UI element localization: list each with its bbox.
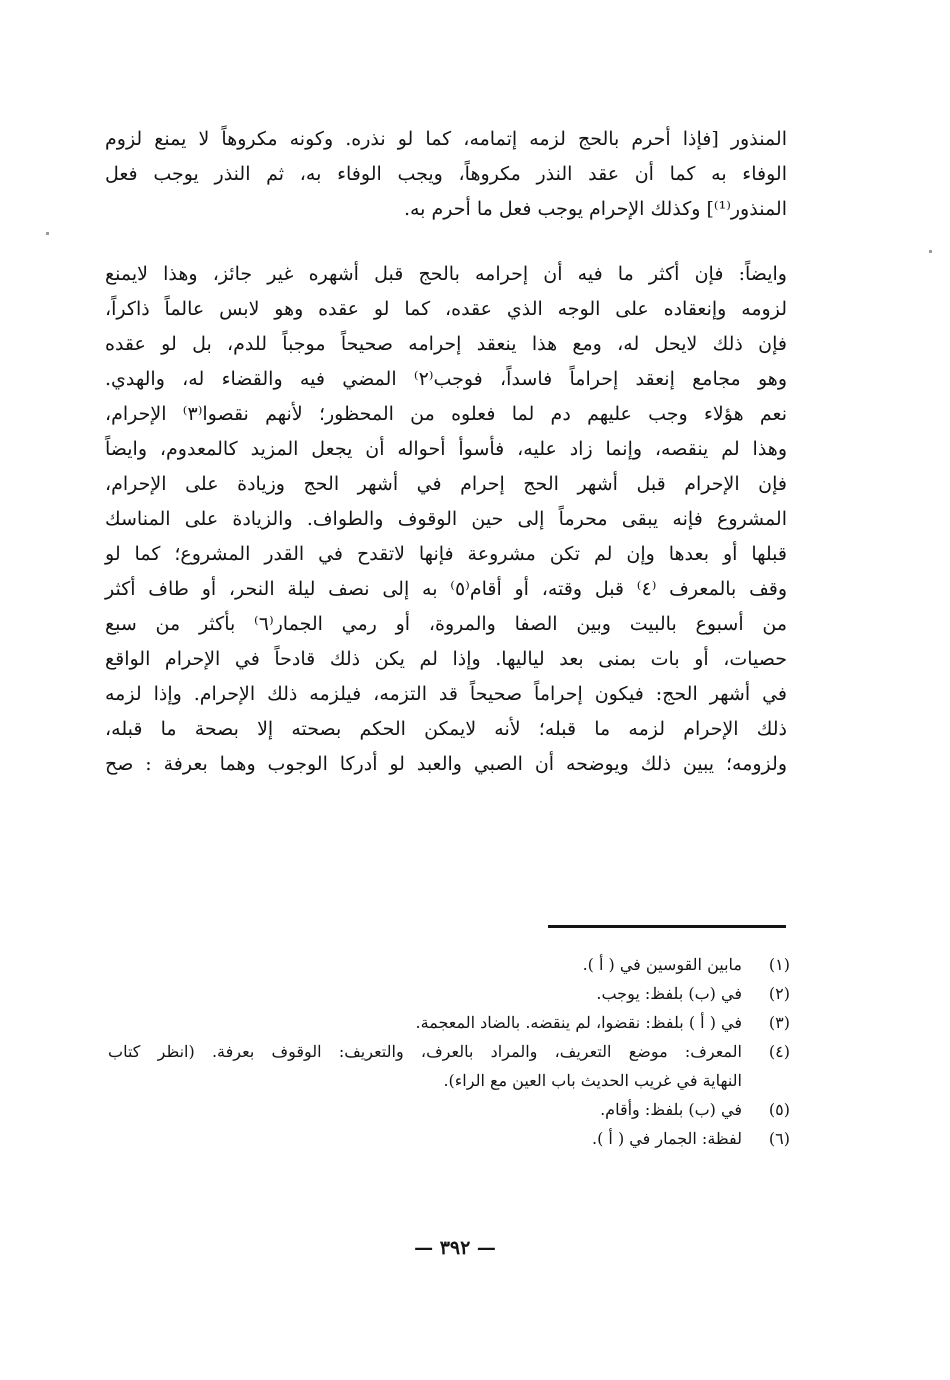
footnote-text [108,1095,742,1124]
main-text [105,122,787,782]
footnote-text [108,1008,742,1037]
footnote-number: (٦) [768,1129,790,1148]
footnote-line: المعرف: موضع التعريف، والمراد بالعرف، والتعريف: الوقوف بعرفة. (انظر كتاب [108,1042,742,1061]
page-number: — ٣٩٢ — [414,1237,496,1259]
footnote-line: النهاية في غريب الحديث باب العين مع الراء). [443,1071,742,1090]
footnote-2 [108,979,790,1008]
footnote-line: في ( أ ) بلفظ: نقضوا، لم ينقضه. بالضاد المعجمة. [415,1013,742,1032]
footnote-1 [108,950,790,979]
footnotes [108,950,790,1153]
text-line: حصيات، أو بات بمنى بعد لياليها. وإذا لم يكن ذلك قادحاً في الإحرام الواقع [105,648,787,670]
footnote-line: في (ب) بلفظ: وأقام. [600,1100,742,1119]
footnote-number: (٥) [768,1100,790,1119]
text-line: المشروع فإنه يبقى محرماً إلى حين الوقوف والطواف. والزيادة على المناسك [105,508,787,530]
text-line: المنذور [فإذا أحرم بالحج لزمه إتمامه، كما لو نذره. وكونه مكروهاً لا يمنع لزوم [105,128,787,150]
text-line: فإن الإحرام قبل أشهر الحج إحرام في أشهر الحج وزيادة على الإحرام، [105,473,787,495]
footnote-5 [108,1095,790,1124]
footnote-3 [108,1008,790,1037]
text-line: ولزومه؛ يبين ذلك ويوضحه أن الصبي والعبد لو أدركا الوجوب وهما بعرفة : صح [105,753,787,775]
text-line: في أشهر الحج: فيكون إحراماً صحيحاً قد التزمه، فيلزمه ذلك الإحرام. وإذا لزمه [105,683,787,705]
text-line: من أسبوع بالبيت وبين الصفا والمروة، أو رمي الجمار⁽٦⁾ بأكثر من سبع [105,613,788,635]
footnote-text [108,1124,742,1153]
text-line: نعم هؤلاء وجب عليهم دم لما فعلوه من المحظور؛ لأنهم نقصوا⁽٣⁾ الإحرام، [105,403,787,425]
text-line: المنذور⁽¹⁾] وكذلك الإحرام يوجب فعل ما أحرم به. [403,198,787,220]
text-line: فإن ذلك لايحل له، ومع هذا ينعقد إحرامه صحيحاً موجباً للدم، بل لو عقده [105,333,787,355]
footnote-text [108,950,742,979]
scan-speck [929,250,932,253]
paragraph-2 [105,257,787,782]
footnote-text [108,1037,742,1095]
text-line: لزومه وإنعقاده على الوجه الذي عقده، كما لو عقده وهو لابس عالماً ذاكراً، [105,298,787,320]
scan-speck [46,232,49,235]
footnote-number: (٣) [768,1013,790,1032]
footnote-6 [108,1124,790,1153]
paragraph-1 [105,122,787,227]
footnote-line: مابين القوسين في ( أ ). [582,955,742,974]
footnote-separator [548,925,786,928]
footnote-number: (٢) [768,984,790,1003]
text-line: وهذا لم ينقصه، وإنما زاد عليه، فأسوأ أحواله أن يجعل المزيد كالمعدوم، وايضاً [105,438,787,460]
paragraph-gap [105,227,787,257]
text-line: الوفاء به كما أن عقد النذر مكروهاً، ويجب الوفاء به، ثم النذر يوجب فعل [105,163,787,185]
footnote-4 [108,1037,790,1095]
text-line: قبلها أو بعدها وإن لم تكن مشروعة فإنها لاتقدح في القدر المشروع؛ كما لو [105,543,787,565]
footnote-number: (٤) [768,1042,790,1061]
text-line: وقف بالمعرف ⁽٤⁾ قبل وقته، أو أقام⁽٥⁾ به إلى نصف ليلة النحر، أو طاف أكثر [105,578,788,600]
footnote-line: في (ب) بلفظ: يوجب. [596,984,742,1003]
footnote-line: لفظة: الجمار في ( أ ). [592,1129,742,1148]
text-line: ذلك الإحرام لزمه ما قبله؛ لأنه لايمكن الحكم بصحته إلا بصحة ما قبله، [105,718,787,740]
text-line: وهو مجامع إنعقد إحراماً فاسداً، فوجب⁽٢⁾ المضي فيه والقضاء له، والهدي. [105,368,787,390]
text-line: وايضاً: فإن أكثر ما فيه أن إحرامه بالحج قبل أشهره غير جائز، وهذا لايمنع [105,263,787,285]
footnote-text [108,979,742,1008]
footnote-number: (١) [768,955,790,974]
